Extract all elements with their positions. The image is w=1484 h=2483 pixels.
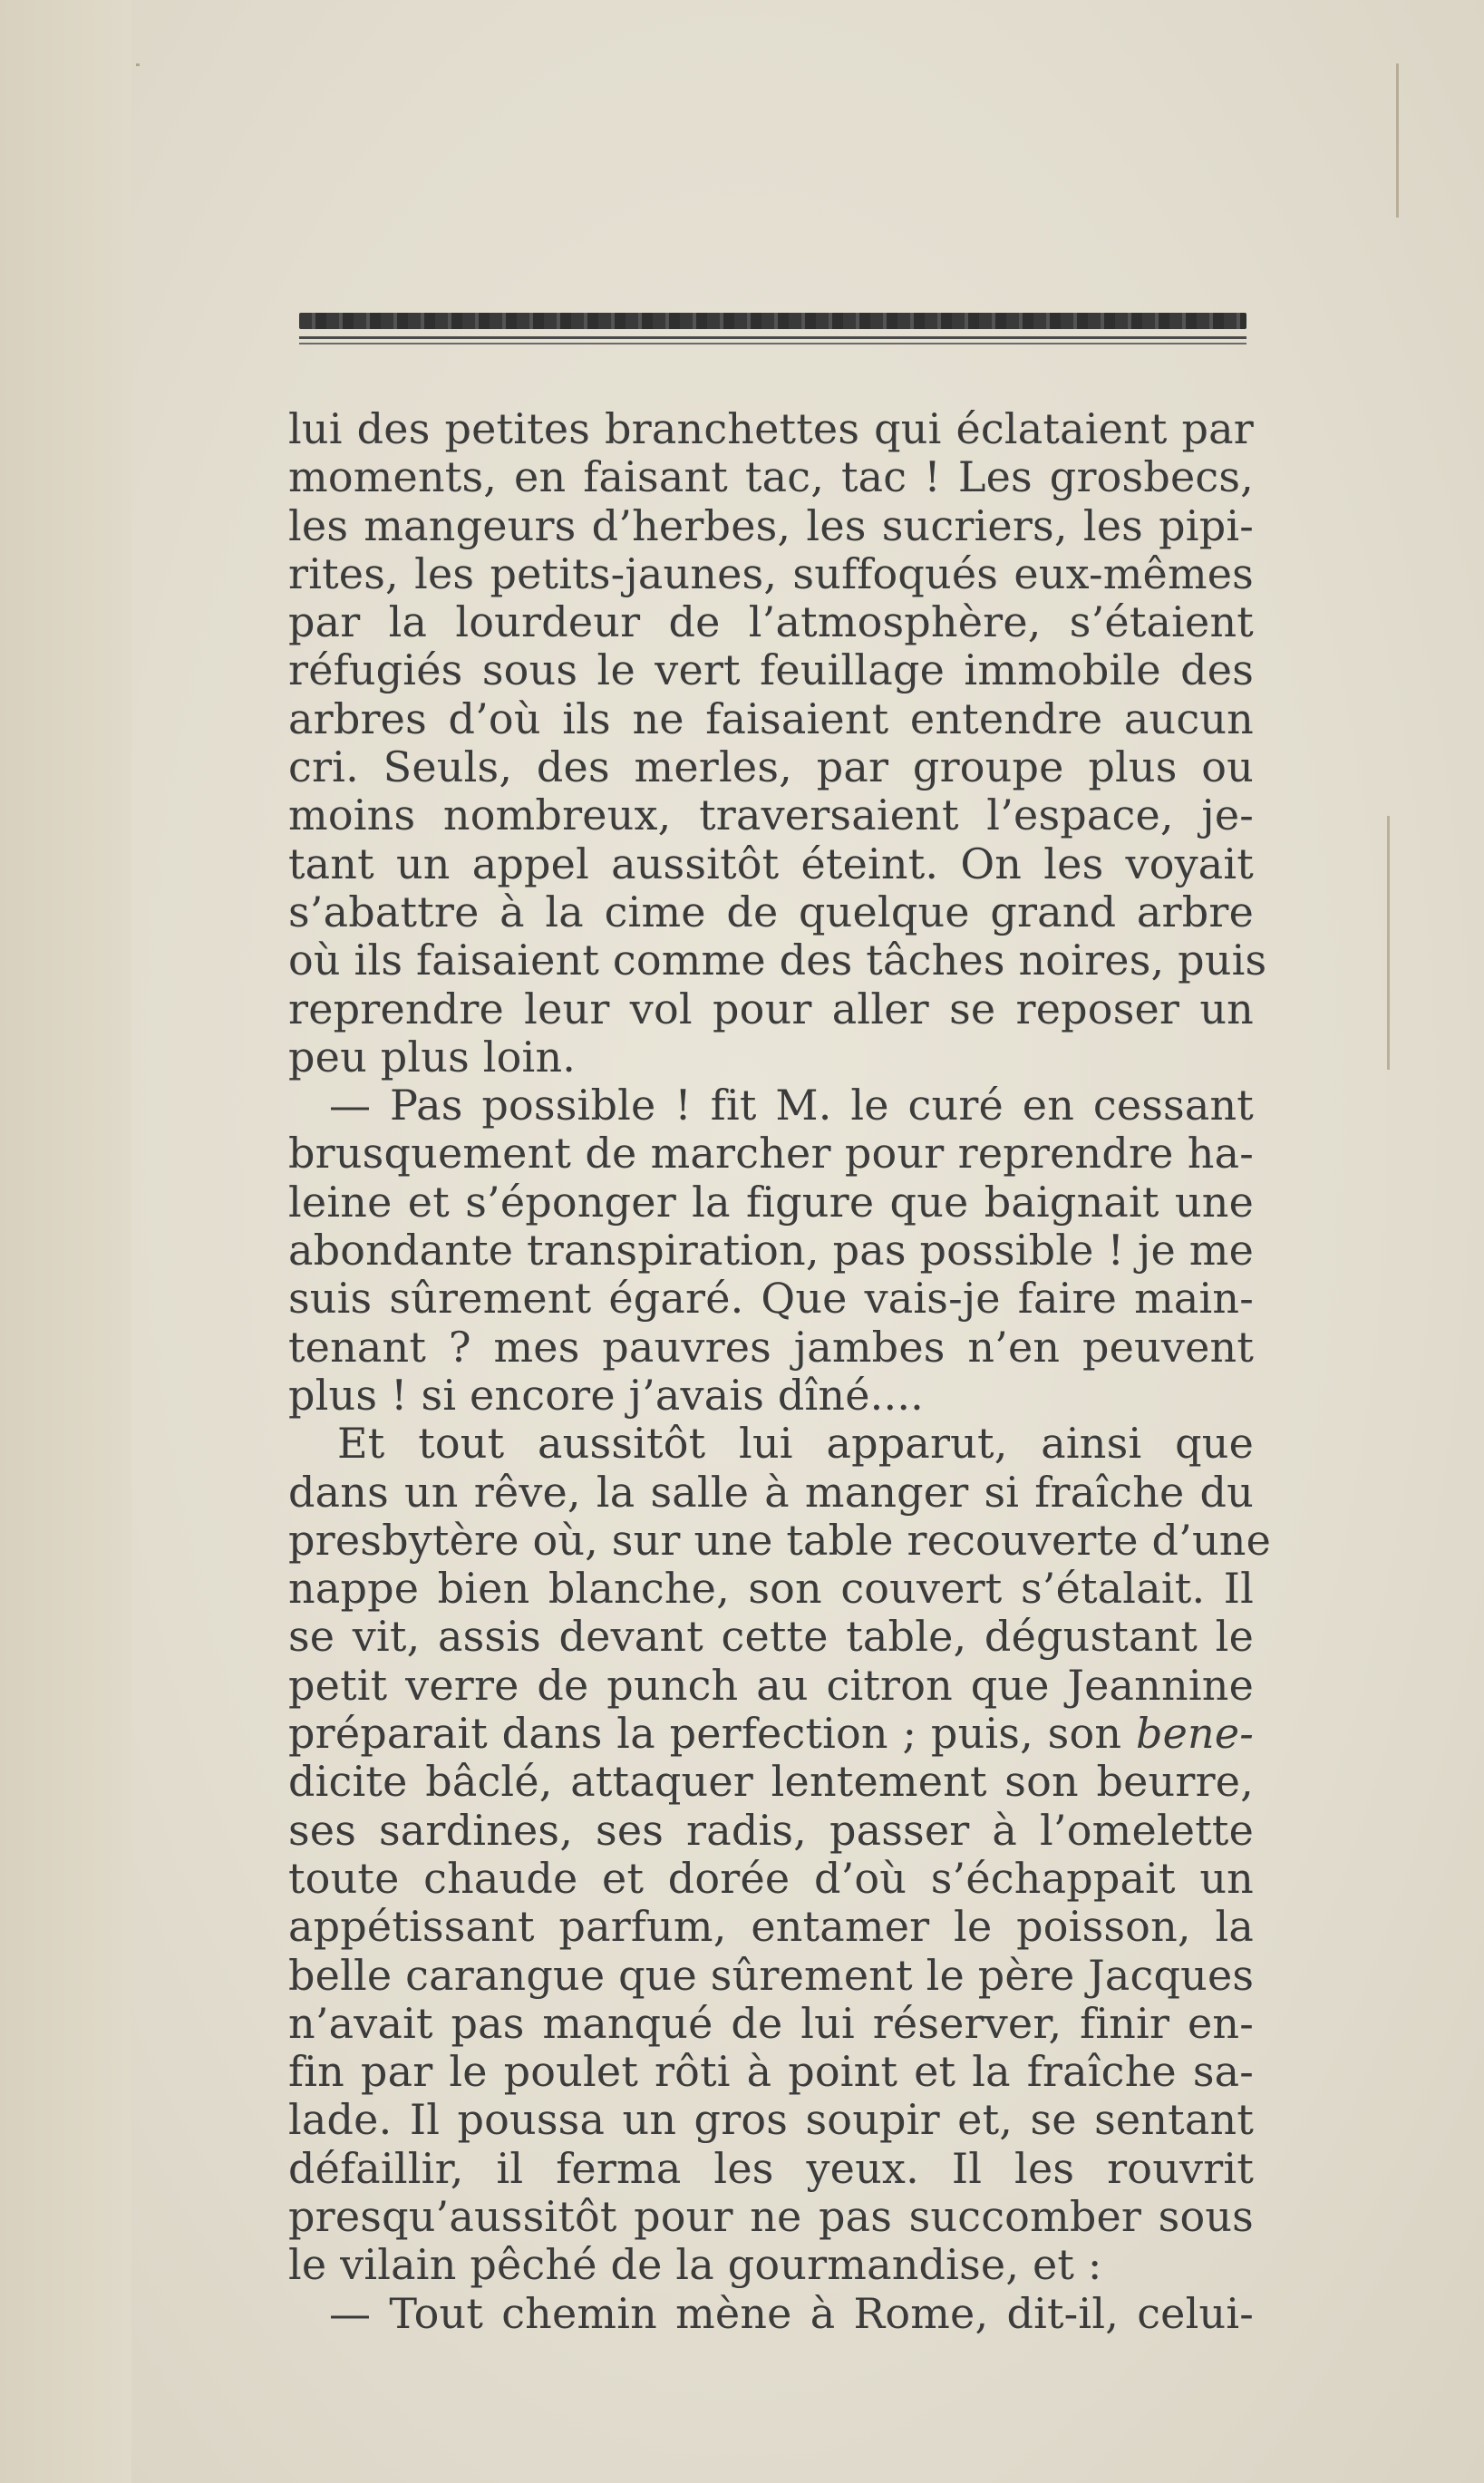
header-rule bbox=[299, 313, 1246, 344]
text-line: les mangeurs d’herbes, les sucriers, les pipi- bbox=[288, 500, 1254, 550]
text-line: brusquement de marcher pour reprendre ha- bbox=[288, 1129, 1254, 1178]
text-line: dans un rêve, la salle à manger si fraîche du bbox=[288, 1467, 1254, 1517]
text-line: plus ! si encore j’avais dîné.... bbox=[288, 1370, 924, 1420]
text-line: par la lourdeur de l’atmosphère, s’étaient bbox=[288, 597, 1254, 647]
text-line: tant un appel aussitôt éteint. On les voyait bbox=[288, 839, 1254, 888]
text-line: presbytère où, sur une table recouverte d’une bbox=[288, 1515, 1272, 1565]
text-line: défaillir, il ferma les yeux. Il les rouvrit bbox=[288, 2143, 1254, 2193]
text-line: arbres d’où ils ne faisaient entendre aucun bbox=[288, 693, 1254, 743]
text-line: fin par le poulet rôti à point et la fraîche sa- bbox=[288, 2047, 1254, 2097]
text-line: réfugiés sous le vert feuillage immobile des bbox=[288, 645, 1254, 695]
text-line: appétissant parfum, entamer le poisson, la bbox=[288, 1902, 1254, 1952]
header-rule-thin bbox=[299, 343, 1246, 344]
text-line-with-italic bbox=[288, 1710, 1254, 1758]
text-line: belle carangue que sûrement le père Jacques bbox=[288, 1950, 1255, 2000]
text-line: lui des petites branchettes qui éclataient par bbox=[288, 404, 1254, 453]
text-line: tenant ? mes pauvres jambes n’en peuvent bbox=[288, 1322, 1254, 1372]
margin-mark bbox=[1387, 816, 1390, 1070]
text-line: presqu’aussitôt pour ne pas succomber sous bbox=[288, 2191, 1254, 2241]
text-line: suis sûrement égaré. Que vais-je faire main- bbox=[288, 1274, 1254, 1324]
text-line: Et tout aussitôt lui apparut, ainsi que bbox=[337, 1419, 1254, 1469]
text-line: le vilain pêché de la gourmandise, et : bbox=[288, 2240, 1102, 2290]
text-line: moments, en faisant tac, tac ! Les grosbecs, bbox=[288, 452, 1254, 502]
text-line: ses sardines, ses radis, passer à l’omelette bbox=[288, 1805, 1254, 1855]
text-line: petit verre de punch au citron que Jeannine bbox=[288, 1660, 1254, 1710]
text-line: moins nombreux, traversaient l’espace, je- bbox=[288, 790, 1254, 840]
text-line: s’abattre à la cime de quelque grand arbre bbox=[288, 887, 1254, 936]
text-line: peu plus loin. bbox=[288, 1032, 577, 1081]
text-line: où ils faisaient comme des tâches noires, puis bbox=[288, 936, 1267, 985]
text-line: — Tout chemin mène à Rome, dit-il, celui- bbox=[329, 2288, 1254, 2338]
text-line: abondante transpiration, pas possible ! je me bbox=[288, 1226, 1254, 1275]
text-line: cri. Seuls, des merles, par groupe plus ou bbox=[288, 742, 1254, 792]
text-line: reprendre leur vol pour aller se reposer un bbox=[288, 984, 1254, 1033]
text-segment: préparait dans la perfection ; puis, son bbox=[288, 1709, 1122, 1759]
header-rule-thin bbox=[299, 336, 1246, 339]
text-line: lade. Il poussa un gros soupir et, se sentant bbox=[288, 2095, 1254, 2145]
text-line: nappe bien blanche, son couvert s’étalait. Il bbox=[288, 1564, 1254, 1614]
text-line: rites, les petits-jaunes, suffoqués eux-mêmes bbox=[288, 548, 1254, 598]
page-left-margin bbox=[0, 0, 131, 2483]
text-line: se vit, assis devant cette table, dégustant le bbox=[288, 1612, 1254, 1662]
margin-mark bbox=[136, 63, 140, 66]
text-line: toute chaude et dorée d’où s’échappait un bbox=[288, 1853, 1254, 1903]
margin-mark bbox=[1396, 63, 1399, 218]
text-line: n’avait pas manqué de lui réserver, finir en- bbox=[288, 1998, 1254, 2048]
text-line: leine et s’éponger la figure que baignait une bbox=[288, 1177, 1254, 1227]
text-line-with-italic: dicite bâclé, attaquer lentement son beurre, bbox=[288, 1757, 1254, 1807]
header-rule-thick bbox=[299, 313, 1246, 329]
italic-word: bene- bbox=[1135, 1709, 1254, 1759]
body-text bbox=[288, 404, 1272, 2338]
text-line: — Pas possible ! fit M. le curé en cessant bbox=[329, 1081, 1254, 1130]
